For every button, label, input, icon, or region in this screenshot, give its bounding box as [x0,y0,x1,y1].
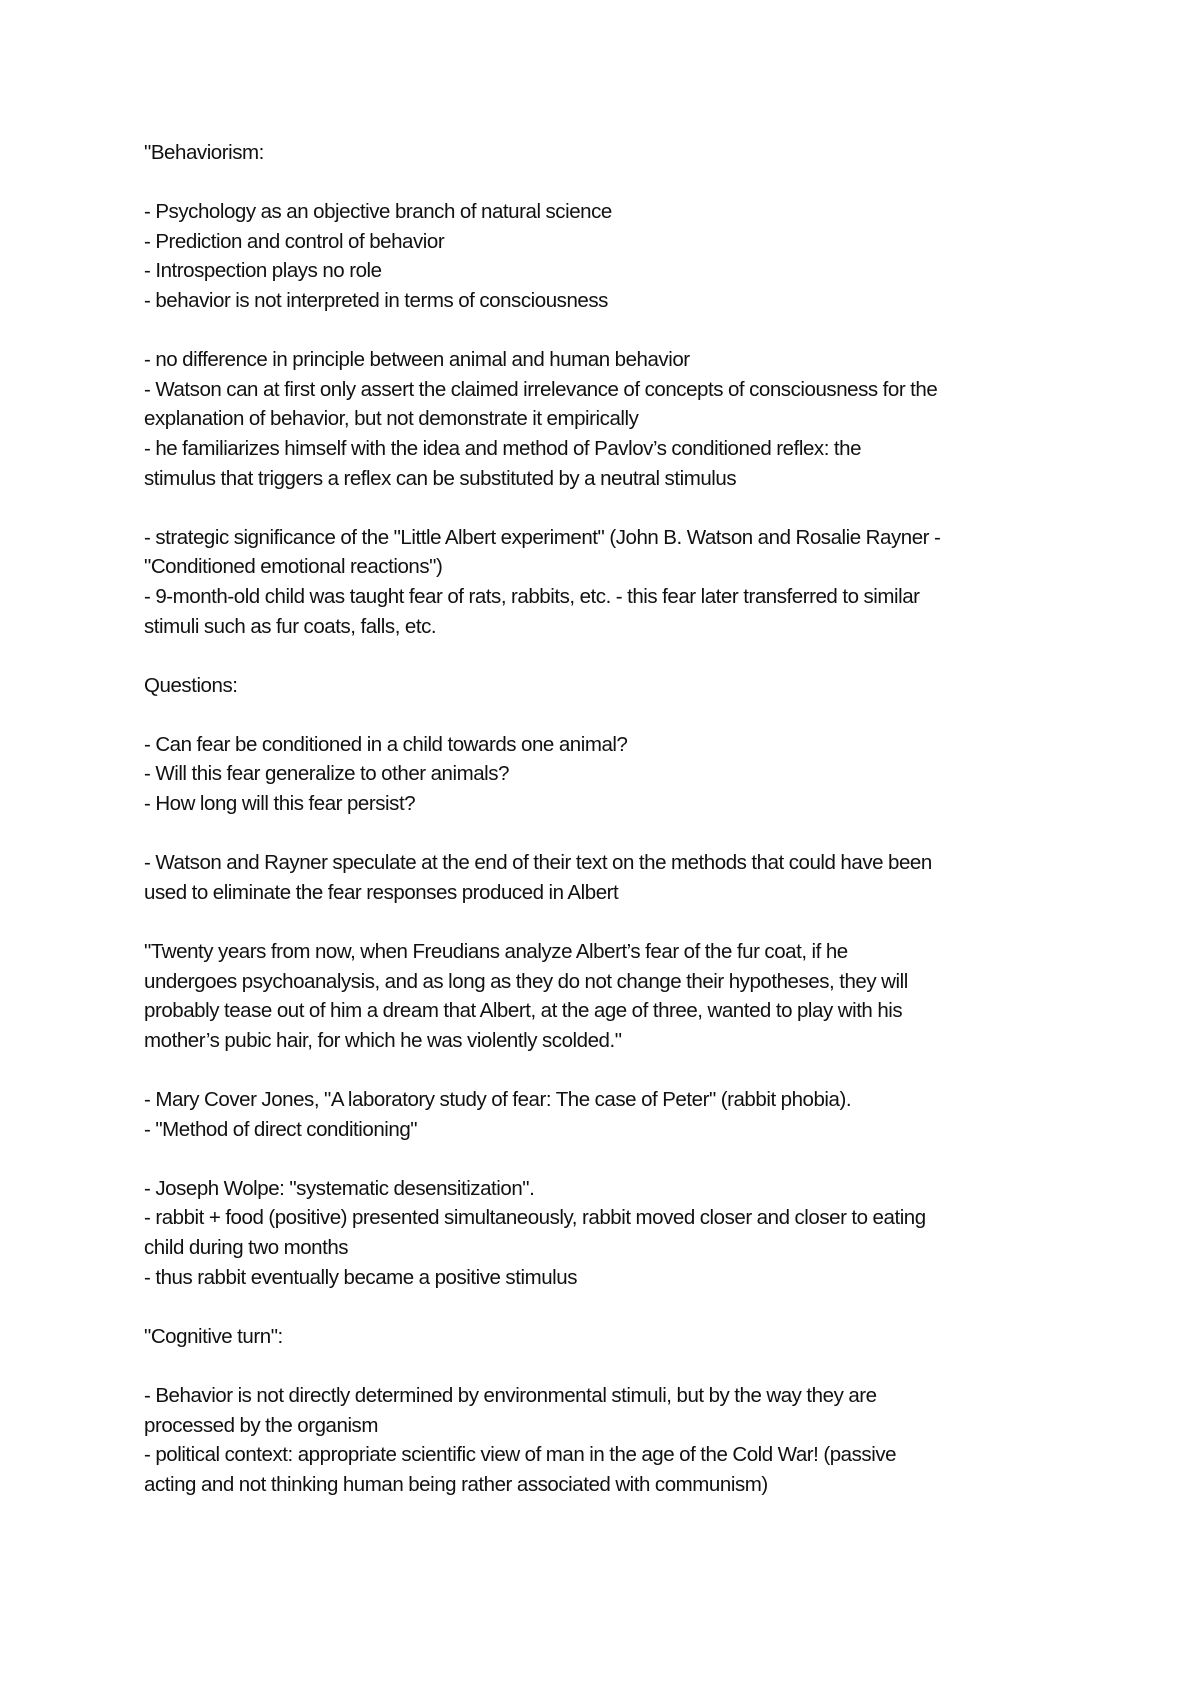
blank-line [144,1055,1074,1085]
text-line: - strategic significance of the "Little Albert experiment" (John B. Watson and Rosalie Rayner - [144,525,941,549]
text-line: "Conditioned emotional reactions") [144,555,443,579]
text-line: - behavior is not interpreted in terms of consciousness [144,288,608,312]
text-line: - Can fear be conditioned in a child towards one animal? [144,732,628,756]
text-line: - political context: appropriate scientific view of man in the age of the Cold War! (passive [144,1443,897,1467]
text-line: - Watson and Rayner speculate at the end of their text on the methods that could have been [144,851,932,875]
quote-line: "Twenty years from now, when Freudians analyze Albert’s fear of the fur coat, if he [144,940,848,964]
text-line: used to eliminate the fear responses produced in Albert [144,880,619,904]
text-line: - he familiarizes himself with the idea and method of Pavlov’s conditioned reflex: the [144,436,862,460]
heading-questions: Questions: [144,673,238,697]
text-line: - Prediction and control of behavior [144,229,445,253]
text-line: - Will this fear generalize to other animals? [144,762,510,786]
text-line: acting and not thinking human being rather associated with communism) [144,1472,768,1496]
heading-cognitive-turn: "Cognitive turn": [144,1324,283,1348]
text-line: - Introspection plays no role [144,259,382,283]
quote-line: mother’s pubic hair, for which he was violently scolded." [144,1028,622,1052]
text-line: stimulus that triggers a reflex can be substituted by a neutral stimulus [144,466,737,490]
text-line: - thus rabbit eventually became a positive stimulus [144,1265,578,1289]
blank-line [144,168,1074,198]
blank-line [144,819,1074,849]
blank-line [144,1351,1074,1381]
blank-line [144,493,1074,523]
document-page [144,138,1074,1499]
blank-line [144,907,1074,937]
blank-line [144,316,1074,346]
blank-line [144,1292,1074,1322]
text-line: - Behavior is not directly determined by environmental stimuli, but by the way they are [144,1383,877,1407]
text-line: - Psychology as an objective branch of natural science [144,200,612,224]
text-line: - Joseph Wolpe: "systematic desensitization". [144,1176,535,1200]
text-line: - rabbit + food (positive) presented simultaneously, rabbit moved closer and closer to eating [144,1206,926,1230]
blank-line [144,641,1074,671]
text-line: processed by the organism [144,1413,378,1437]
blank-line [144,1144,1074,1174]
text-line: explanation of behavior, but not demonstrate it empirically [144,407,639,431]
text-line: - no difference in principle between animal and human behavior [144,348,690,372]
text-line: - Watson can at first only assert the claimed irrelevance of concepts of consciousness for the [144,377,938,401]
quote-line: probably tease out of him a dream that Albert, at the age of three, wanted to play with his [144,999,903,1023]
text-line: - "Method of direct conditioning" [144,1117,418,1141]
text-line: - 9-month-old child was taught fear of rats, rabbits, etc. - this fear later transferred to similar [144,584,920,608]
blank-line [144,700,1074,730]
heading-behaviorism: "Behaviorism: [144,141,264,164]
text-line: child during two months [144,1235,349,1259]
text-line: - Mary Cover Jones, "A laboratory study of fear: The case of Peter" (rabbit phobia). [144,1088,852,1111]
text-line: - How long will this fear persist? [144,792,416,816]
text-line: stimuli such as fur coats, falls, etc. [144,614,437,638]
quote-line: undergoes psychoanalysis, and as long as they do not change their hypotheses, they will [144,969,908,993]
